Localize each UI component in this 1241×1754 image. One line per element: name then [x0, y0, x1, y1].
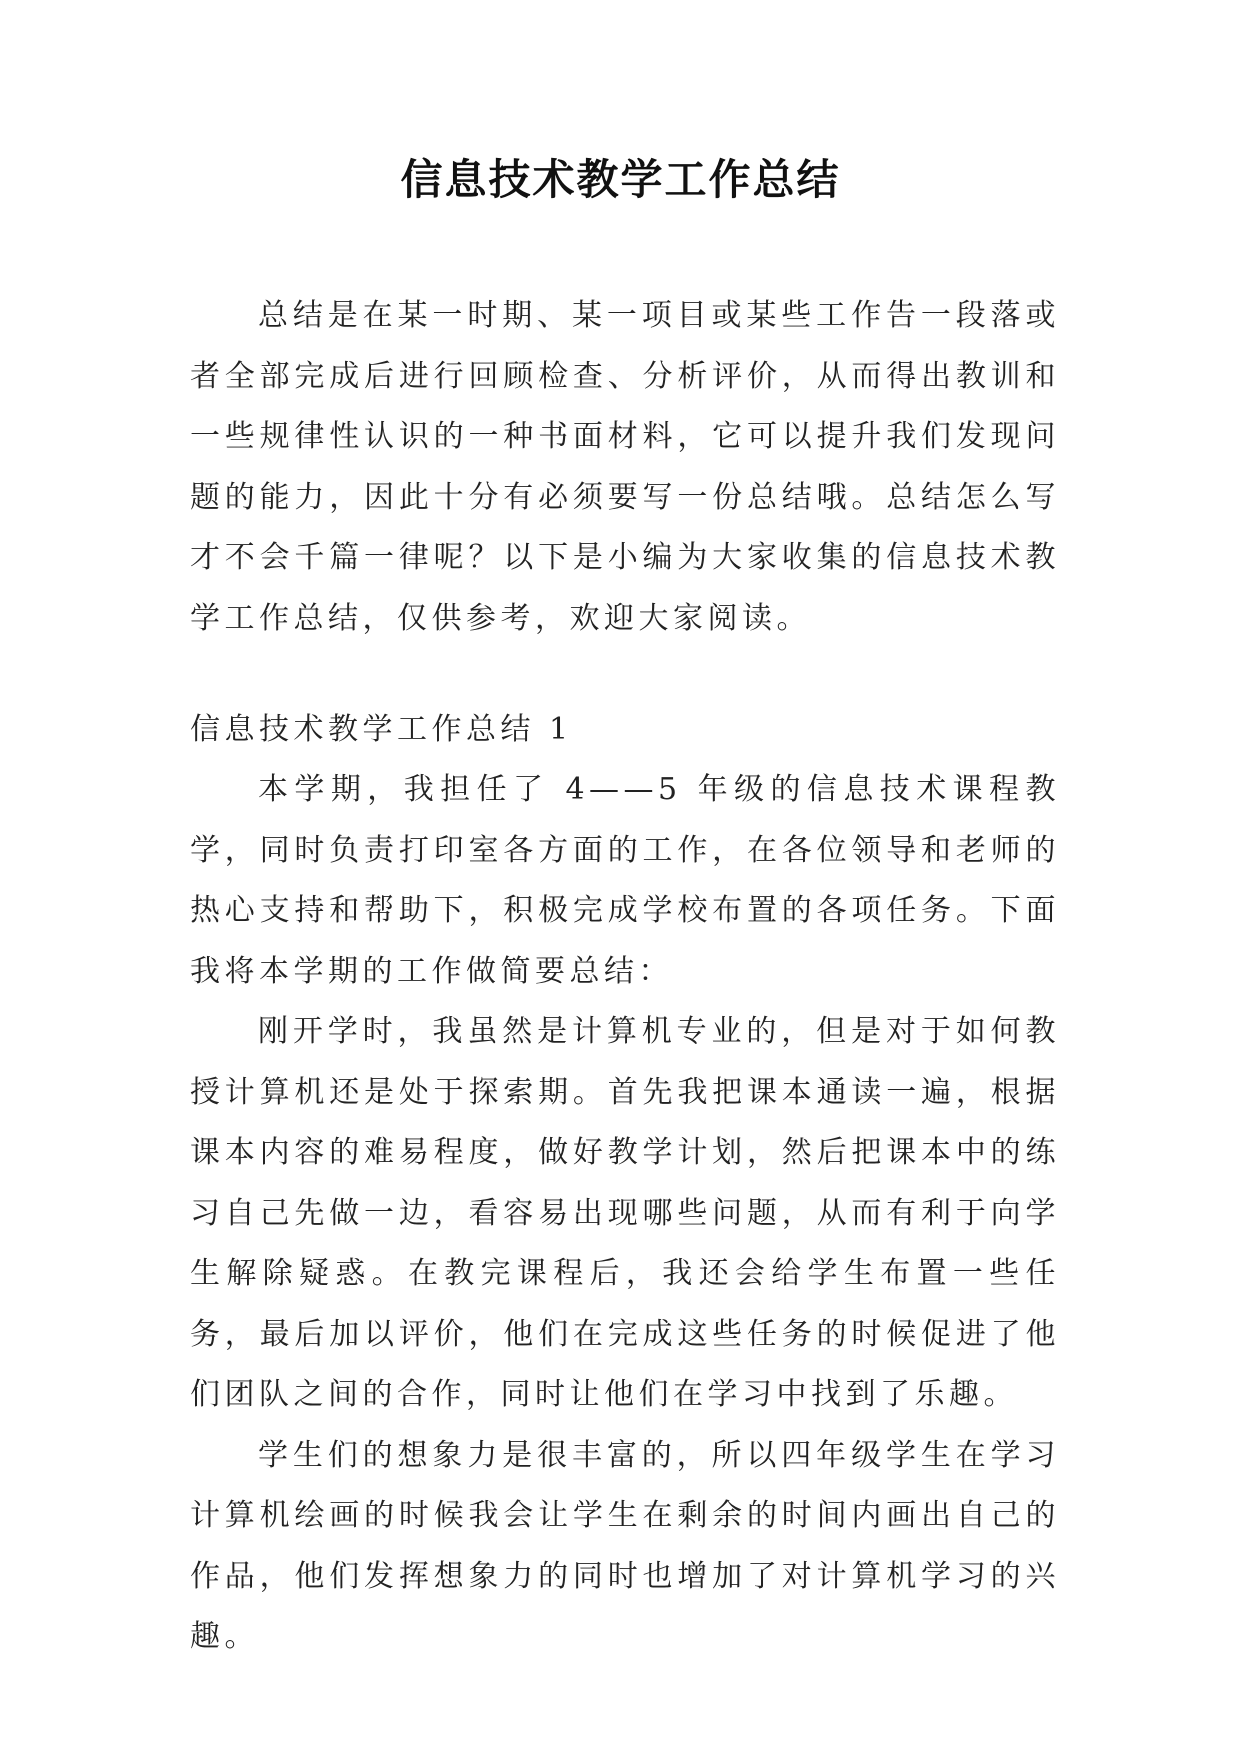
body-paragraph: 本学期，我担任了 4——5 年级的信息技术课程教学，同时负责打印室各方面的工作，在各位领导和老师的热心支持和帮助下，积极完成学校布置的各项任务。下面我将本学期的工作做简要总结： — [190, 772, 1060, 989]
intro-paragraph: 总结是在某一时期、某一项目或某些工作告一段落或者全部完成后进行回顾检查、分析评价，从而得出教训和一些规律性认识的一种书面材料，它可以提升我们发现问题的能力，因此十分有必须要写一份总结哦。总结怎么写才不会千篇一律呢？以下是小编为大家收集的信息技术教学工作总结，仅供参考，欢迎大家阅读。 — [190, 298, 1060, 636]
body-paragraph: 刚开学时，我虽然是计算机专业的，但是对于如何教授计算机还是处于探索期。首先我把课本通读一遍，根据课本内容的难易程度，做好教学计划，然后把课本中的练习自己先做一边，看容易出现哪些问题，从而有利于向学生解除疑惑。在教完课程后，我还会给学生布置一些任务，最后加以评价，他们在完成这些任务的时候促进了他们团队之间的合作，同时让他们在学习中找到了乐趣。 — [190, 1014, 1060, 1412]
section-body — [190, 760, 1060, 1668]
body-paragraph: 学生们的想象力是很丰富的，所以四年级学生在学习计算机绘画的时候我会让学生在剩余的时间内画出自己的作品，他们发挥想象力的同时也增加了对计算机学习的兴趣。 — [190, 1437, 1060, 1654]
intro-section — [190, 286, 1060, 649]
section-heading: 信息技术教学工作总结 1 — [190, 712, 573, 747]
document-title: 信息技术教学工作总结 — [400, 155, 841, 204]
